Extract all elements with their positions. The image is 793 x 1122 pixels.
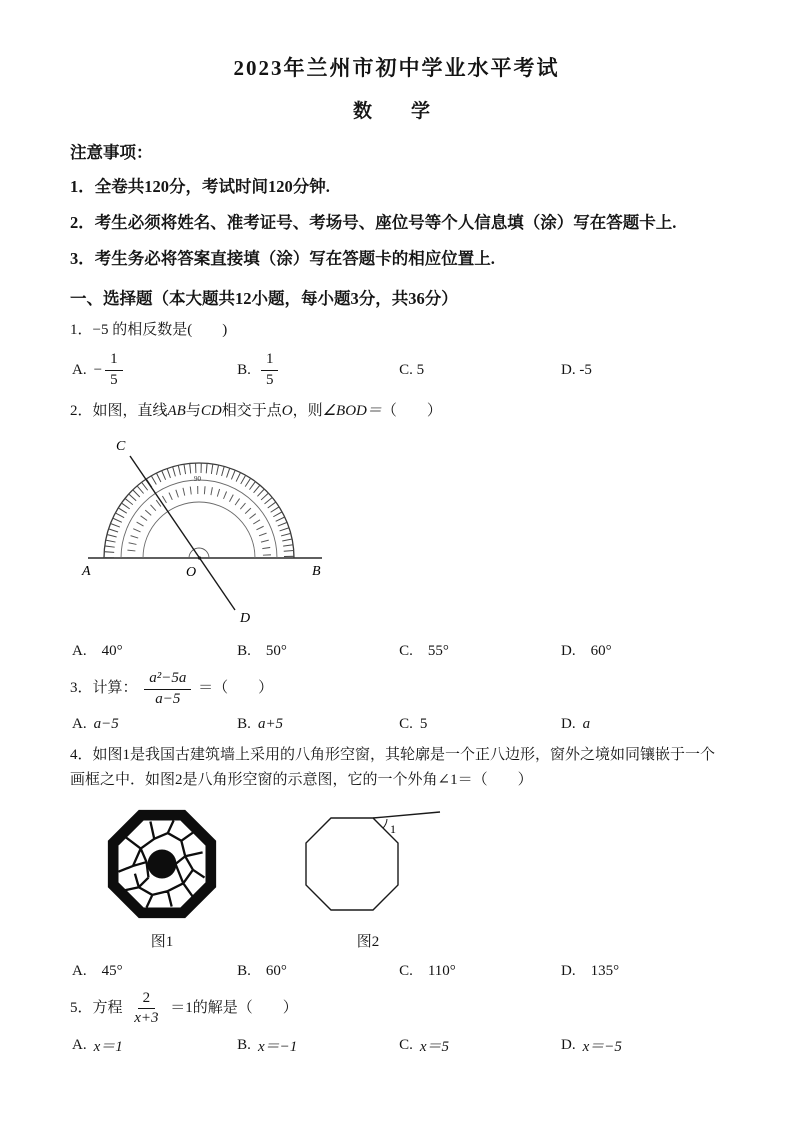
math-cd: CD (200, 402, 222, 419)
minus-sign: − (93, 361, 103, 378)
q5-option-a (72, 1035, 237, 1056)
q5-option-d (561, 1035, 723, 1056)
q2-option-d: D. 60° (561, 643, 612, 660)
q3-option-d (561, 716, 723, 733)
option-label: C. (399, 1037, 413, 1054)
stem-text: ＝1的解是（ ） (170, 999, 298, 1016)
octagon-outline (306, 818, 398, 910)
q1-option-d: D. -5 (561, 361, 592, 378)
question-2-figure (74, 430, 723, 631)
fraction (105, 351, 123, 389)
angle-arc (383, 819, 387, 828)
fraction-denominator: 5 (265, 371, 274, 388)
label-a: A (82, 564, 91, 580)
option-value: x＝−1 (257, 1039, 298, 1056)
fraction (129, 990, 163, 1028)
q4-option-a: A. 45° (72, 962, 123, 979)
q4-option-d: D. 135° (561, 962, 620, 979)
label-o: O (186, 565, 197, 581)
stem-text: 相交于点 (221, 402, 282, 419)
question-3-stem (70, 670, 723, 708)
figure-2-column (292, 806, 444, 951)
fraction-denominator: a−5 (155, 690, 181, 707)
question-1-options (72, 351, 723, 389)
page-title: 2023年兰州市初中学业水平考试 (233, 56, 560, 80)
subject-title: 数 学 (352, 101, 440, 122)
q3-option-b (237, 716, 399, 733)
question-5-stem (70, 990, 723, 1028)
option-label: A. (72, 1037, 87, 1054)
stem-text: （ ） (381, 402, 442, 419)
fraction-numerator: 2 (138, 990, 156, 1009)
q1-option-a (72, 351, 237, 389)
line-cd (130, 456, 235, 610)
question-3-options (72, 716, 723, 733)
option-label: A. (72, 715, 87, 732)
option-value: x＝5 (419, 1039, 450, 1056)
label-b: B (312, 564, 321, 580)
q2-option-b: B. 50° (237, 643, 287, 660)
option-label: B. (237, 1037, 251, 1054)
q2-option-c: C. 55° (399, 643, 449, 660)
option-value: a−5 (93, 715, 119, 732)
q5-option-b (237, 1035, 399, 1056)
fraction-denominator: 5 (110, 371, 118, 388)
stem-text: 2．如图，直线 (70, 402, 168, 419)
fraction-denominator: x+3 (134, 1010, 159, 1027)
option-value: x＝−5 (582, 1039, 622, 1056)
stem-text: 与 (185, 402, 201, 419)
figure-1-column (104, 806, 220, 951)
fraction-numerator: 1 (261, 351, 279, 370)
point-o (198, 557, 201, 560)
option-value: x＝1 (93, 1039, 123, 1056)
stem-text: ＝（ ） (198, 680, 274, 697)
option-value: a (582, 715, 591, 732)
label-d: D (240, 611, 251, 627)
option-label: B. (237, 361, 251, 378)
fraction (261, 351, 279, 389)
octagonal-window-photo (104, 806, 220, 922)
q5-option-c (399, 1035, 561, 1056)
q4-option-c: C. 110° (399, 962, 456, 979)
option-label: B. (237, 715, 251, 732)
q1-option-b (237, 351, 399, 389)
q3-option-c (399, 716, 561, 733)
protractor-inner-arc (143, 502, 255, 558)
stem-text: 3．计算： (70, 680, 138, 697)
notice-heading: 注意事项： (70, 143, 153, 162)
math-o: O (281, 402, 293, 419)
section-one-heading: 一、选择题（本大题共12小题，每小题3分，共36分） (70, 288, 458, 308)
stem-text: ，则 (292, 402, 323, 419)
notice-item-3: 3．考生务必将答案直接填（涂）写在答题卡的相应位置上. (70, 248, 495, 268)
option-label: A. (72, 361, 87, 378)
option-value (94, 351, 126, 389)
stem-text: 5．方程 (70, 999, 123, 1016)
fraction-numerator: 1 (105, 351, 123, 370)
label-c: C (116, 439, 126, 455)
figure-1-caption: 图1 (150, 933, 174, 950)
figure-2-caption: 图2 (356, 933, 380, 950)
question-4-stem: 4．如图1是我国古建筑墙上采用的八角形空窗，其轮廓是一个正八边形，窗外之境如同镶嵌于一个画框之中．如图2是八角形空窗的示意图，它的一个外角∠1＝（ ） (70, 746, 716, 789)
option-value: a+5 (257, 715, 284, 732)
protractor-scale-90: 90 (194, 475, 201, 484)
question-4-figures (104, 806, 723, 951)
fraction-numerator: a²−5a (144, 670, 191, 689)
protractor-figure (74, 430, 336, 626)
option-label: C. (399, 715, 413, 732)
math-angle-bod: ∠BOD＝ (322, 402, 382, 419)
center-circle (148, 849, 177, 878)
option-label: D. (561, 715, 576, 732)
notice-item-2: 2．考生必须将姓名、准考证号、考场号、座位号等个人信息填（涂）写在答题卡上. (70, 212, 677, 232)
question-1-stem: 1．−5 的相反数是( ) (70, 321, 228, 338)
extension-line (373, 812, 440, 818)
option-label: D. (561, 1037, 576, 1054)
option-value: 5 (419, 715, 428, 732)
question-2-options (72, 639, 723, 660)
q4-option-b: B. 60° (237, 962, 287, 979)
notice-item-1: 1．全卷共120分，考试时间120分钟. (70, 177, 330, 196)
octagon-diagram (292, 806, 444, 922)
angle-1-label: 1 (390, 821, 396, 836)
question-2-stem (70, 399, 723, 425)
q1-option-c: C. 5 (399, 361, 425, 378)
q3-option-a (72, 716, 237, 733)
question-5-options (72, 1035, 723, 1056)
math-ab: AB (167, 402, 186, 419)
q2-option-a: A. 40° (72, 643, 123, 660)
question-4-options (72, 959, 723, 980)
fraction (144, 670, 191, 708)
